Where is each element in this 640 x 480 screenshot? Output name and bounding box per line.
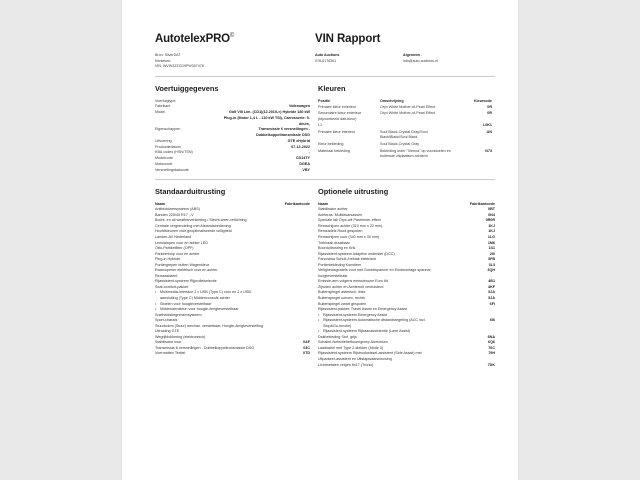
vehicle-row-label: Productiedatum (155, 144, 181, 149)
equipment-name: Achteras: Multidwarsassen (318, 212, 363, 217)
color-description: Oryx White Mother-of-Pearl Effect (380, 104, 436, 109)
standard-rows (155, 207, 310, 357)
equipment-name: Boorduitrusting en Krik (318, 246, 356, 251)
upper-sections (155, 77, 495, 174)
vehicle-row-label: Modelcode (155, 156, 174, 161)
colors-header-position: Positie (318, 98, 331, 103)
equipment-code: 2I0 (489, 251, 495, 256)
equipment-code: 0BT (488, 207, 495, 212)
equipment-code: 0R0R (485, 218, 495, 223)
vehicle-row-value: GTE eHybrid (287, 138, 310, 143)
equipment-code: 4KF (488, 284, 495, 289)
vehicle-row (155, 110, 310, 127)
contact-detail: 078-6176361 (315, 58, 337, 63)
colors-section (318, 77, 495, 174)
standard-header-code: Fabrikantcode (284, 202, 310, 207)
equipment-name: Trekhaak draaibaar (318, 240, 350, 245)
standard-header-row (155, 202, 310, 206)
header-left (155, 33, 315, 70)
equipment-name: Bocht- en all weatherverlichting / Slecht-weer-verlichting (155, 218, 247, 223)
equipment-code: 1S1 (488, 246, 495, 251)
contact-detail: info@auto-auctions.nl (403, 58, 438, 63)
color-row (318, 123, 495, 129)
color-description: Soul Black-Crystal Gray/Soul Black/Black/Soul Black (380, 129, 428, 140)
vehicle-row-value: 07-12-2022 (291, 144, 310, 149)
equipment-row (155, 290, 310, 301)
equipment-code: 0TD (303, 351, 310, 356)
equipment-name: Portierbekleding Kunstleer (318, 262, 362, 267)
equipment-name: Stabilisator voor (155, 340, 182, 345)
equipment-code: 3QH (487, 268, 495, 273)
vin-label: VIN: WVWZZZCD9PW307478 (155, 64, 204, 69)
vehicle-row-label: Voertuigtype (155, 98, 176, 103)
equipment-row (155, 351, 310, 357)
equipment-row (318, 268, 495, 279)
equipment-code: 0AF (303, 340, 310, 345)
equipment-name: Rijassistent-systeem Rijprofielselectie (155, 279, 217, 284)
equipment-name: Centrale vergrendeling met Afstandsbediening (155, 223, 231, 228)
colors-header-row (318, 99, 495, 103)
equipment-code: 79H (488, 351, 495, 356)
equipment-name: Uitrusting GTE (155, 329, 180, 334)
equipment-name: Landen-AV Nederland (155, 234, 192, 239)
equipment-row (318, 351, 495, 362)
equipment-name: Remassistent (155, 273, 178, 278)
color-position: Primaire kleur exterieur (318, 104, 357, 109)
color-description: Soul Black-Crystal Gray (380, 141, 420, 146)
color-row (318, 105, 495, 111)
equipment-sub-item: • Rijassistent-systeem Automatische afstandsregeling (ACC incl. Stop&Go-functie) (318, 318, 440, 329)
vehicle-row-value: - (308, 150, 310, 155)
color-row (318, 130, 495, 141)
optional-header-code: Fabrikantcode (469, 202, 495, 207)
source-label: Bron: SilverDAT (155, 53, 181, 57)
vehicle-row-value: Transmissie 6 versnellingen - Dubbelkoppeltransmissie DSG (256, 127, 310, 138)
vehicle-meta (155, 53, 315, 70)
contact-name: Auto Auctions (315, 53, 340, 57)
equipment-name: Dakbekleding Stof, grijs (318, 334, 357, 339)
contact-name: Algemeen . (403, 53, 423, 57)
vehicle-row-label: Versnellingsbakcode (155, 167, 189, 172)
header-right (315, 33, 495, 70)
copyright-icon: © (229, 33, 235, 40)
equipment-name: Remschijven achter (310 mm x 22 mm) (318, 223, 383, 228)
equipment-sub-item: • Rijassistent-systeem Emergency Assist (318, 313, 440, 319)
color-position: Kleur bekleding (318, 141, 344, 146)
equipment-name: Remschijven voor (340 mm x 30 mm) (318, 234, 380, 239)
equipment-code: 6NA (487, 334, 495, 339)
equipment-sub-item: • Rijassistent-systeem Rijbaanassistentie (Lane Assist) (318, 329, 440, 335)
equipment-name: Buitenspiegel asferisch, links (318, 290, 366, 295)
colors-header-description: Omschrijving (380, 98, 404, 103)
equipment-code: 03C (303, 345, 310, 350)
vehicle-section-title: Voertuiggegevens (155, 83, 219, 93)
equipment-name: Hoofdsteunen voor geoptimaliseerde veiligheid (155, 229, 232, 234)
equipment-name: Parkeerhulp voor en achter (155, 251, 200, 256)
equipment-name: Stuurkolom (Stuur) mechan. verstelbaar, Hoogte-/lengteverstelling (155, 323, 264, 328)
vehicle-row (155, 168, 310, 174)
equipment-name: Voermatten Textiel (155, 351, 186, 356)
standard-header-name: Naam (155, 202, 166, 207)
color-description: Oryx White Mother-of-Pearl Effect (380, 111, 436, 116)
equipment-name: Speciale lak Oryx-wit Parelmoer-effect (318, 218, 381, 223)
equipment-code: 6FI (489, 301, 495, 306)
color-position: Primaire kleur interieur (318, 129, 356, 134)
equipment-name: Seat-comfort-pakket (155, 284, 189, 289)
equipment-name: Antiblokkeersysteem (ABS) (155, 207, 200, 212)
equipment-name: Banden 225/45 R17 ,-V (155, 212, 194, 217)
equipment-code: 6I6 (489, 318, 495, 323)
optional-header-name: Naam (318, 202, 329, 207)
optional-section-title: Optionele uitrusting (318, 187, 389, 197)
color-position: Materiaal bekleding (318, 148, 350, 153)
color-code: N73 (485, 148, 492, 153)
equipment-code: 3FB (488, 257, 495, 262)
equipment-name: Portiergrepen buiten Wagenkleur (155, 262, 209, 267)
equipment-sections (155, 180, 495, 368)
page-title: VIN Rapport (315, 33, 381, 45)
color-position: Secundaire kleur exterieur (bijvoorbeeld dak-kleur) (318, 111, 362, 121)
equipment-name: Panorama Schuif-/hefdak elektrisch (318, 257, 377, 262)
plate-label: Kenteken: (155, 58, 172, 63)
equipment-name: Plug-in Hybride (155, 257, 181, 262)
report-page (122, 0, 518, 480)
vehicle-rows (155, 99, 310, 174)
optional-equipment-section (318, 180, 495, 368)
vehicle-row-label: KBA codes (HSN/TSN) (155, 150, 193, 155)
equipment-code: 1KJ (488, 229, 495, 234)
colors-section-title: Kleuren (318, 83, 346, 93)
color-description: Bekleding leder "Vienna" op voorstoelen en buitenste zitplaatsen achterin (380, 148, 451, 159)
equipment-name: Rijassistent-pakket: Travel Assist en Emergency Assist (318, 307, 408, 312)
standard-equipment-section (155, 180, 318, 368)
equipment-code: 3L3 (488, 262, 495, 267)
equipment-name: Laadkabel met Type 2-stekker (Mode 3) (318, 345, 384, 350)
equipment-code: 7DK (487, 362, 495, 367)
equipment-name: Raamopener elektrisch voor en achter (155, 268, 218, 273)
equipment-code: 1M6 (487, 240, 495, 245)
contact-list (315, 53, 495, 64)
vehicle-row-value: CD14TY (295, 156, 310, 161)
equipment-code: 1KJ (488, 223, 495, 228)
color-code: 0R (487, 111, 492, 116)
color-row (318, 111, 495, 122)
equipment-code: 0N4 (488, 212, 495, 217)
brand-name: AutotelexPRO (155, 33, 230, 45)
equipment-name: Rijassistent-systeem Adaptive onderstel (DCC) (318, 251, 395, 256)
vehicle-row-label: Model (155, 110, 166, 115)
contact-block (403, 53, 491, 64)
equipment-name: Buitenspiegel zwart gespoten (318, 301, 367, 306)
color-row (318, 149, 495, 160)
vehicle-row (155, 127, 310, 138)
colors-rows (318, 105, 495, 160)
equipment-name: Remzadels Rood gespoten (318, 229, 363, 234)
color-code: L0K1 (482, 123, 492, 128)
equipment-sub-item: • Stoelen voor hoogteverstelbaar (155, 302, 265, 308)
equipment-name: Schakel-/selectiehefboomgreep Aluminium (318, 340, 388, 345)
color-code: 0R (487, 104, 492, 109)
color-code: UN (486, 129, 492, 134)
equipment-sub-item: • Middenarmsteun voor hoogte-/lengteverstelbaar (155, 307, 265, 313)
vehicle-row-value: DGEA (299, 161, 310, 166)
equipment-name: Zijruiten achter en Achterruit verduisterd (318, 284, 384, 289)
report-header (155, 0, 495, 70)
equipment-code: 6Q6 (488, 340, 495, 345)
equipment-name: Sport-chassis (155, 318, 178, 323)
brand-title (155, 33, 315, 45)
standard-section-title: Standaarduitrusting (155, 187, 226, 197)
optional-rows (318, 207, 495, 368)
equipment-code: 4B1 (488, 279, 495, 284)
equipment-name: Rijassistent-systeem Rijstrookwissel-assistent (Side Assist) met Uitparkeer-assistent en Uitstapwaarschuwing (318, 351, 422, 361)
contact-block (315, 53, 403, 64)
equipment-code: 5JA (488, 290, 495, 295)
vehicle-row-label: Fabrikant (155, 104, 171, 109)
color-row (318, 142, 495, 148)
equipment-name: Leeslampen voor en achter LED (155, 240, 208, 245)
equipment-row (318, 318, 495, 329)
equipment-name: Transmissie 6 versnellingen - Dubbelkoppeltransmissie DSG (155, 345, 255, 350)
equipment-sub-item: • Multimedia-interface 2 x USB (Type C) voor en 2 x USB-aansluiting (Type C) Middenconsole achter (155, 290, 265, 301)
vehicle-row-value: Volkswagen (288, 104, 310, 109)
colors-header-code: Kleurcode (473, 98, 492, 103)
equipment-name: Wegrijblokkering (elektronisch) (155, 334, 206, 339)
equipment-row (318, 363, 495, 369)
color-position: L1 (318, 123, 323, 128)
equipment-code: 5JA (488, 295, 495, 300)
equipment-name: Otto-Partikelfilter (OPF) (155, 246, 194, 251)
equipment-name: Emissie-arm volgens emissienorm Euro 6d (318, 279, 389, 284)
equipment-name: Lichtmetalen velgen 6x17 (Tronic) (318, 362, 374, 367)
vehicle-row-label: Motorcode (155, 161, 173, 166)
equipment-name: Veiligheidsgordels voor met Gordelspanner en Eindmontage spanner, hoogteverstelbaar (318, 268, 432, 278)
optional-header-row (318, 202, 495, 206)
vehicle-row-value: VBY (302, 167, 310, 172)
vehicle-row-value: Golf VIII Lim. (CD1)(12.2019->) Hybride 180 kW Plug-in (Motor 1,4 L - 110 kW TSI), Carrosserie: 5-deurs, (223, 110, 310, 126)
equipment-name: Stabilisator achter (318, 207, 348, 212)
equipment-code: 76C (488, 345, 495, 350)
vehicle-row-label: Uitvoering (155, 138, 172, 143)
equipment-name: Snelheidsbegrenzersysteem (155, 312, 202, 317)
vehicle-row-label: Eigenschappen (155, 127, 181, 132)
vehicle-section (155, 77, 318, 174)
equipment-code: 1LG (487, 234, 495, 239)
equipment-name: Buitenspiegel convex, rechts (318, 295, 365, 300)
